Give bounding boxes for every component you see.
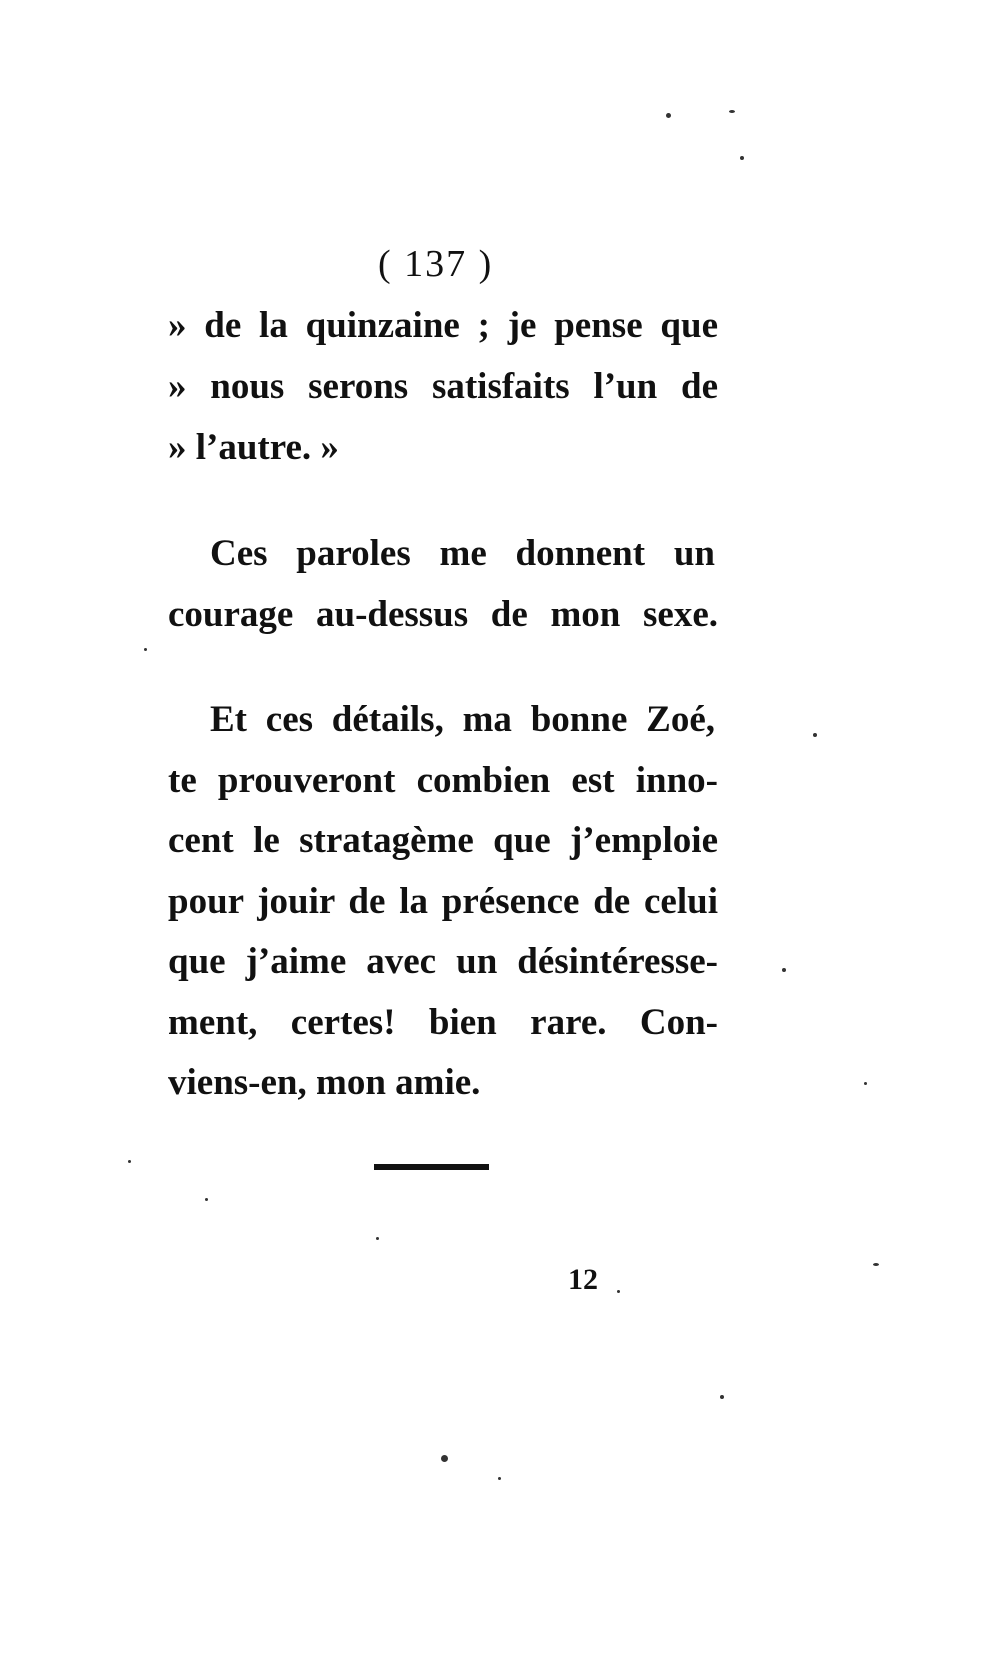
text-line: Ces paroles me donnent un — [210, 533, 715, 574]
text-line: » de la quinzaine ; je pense que — [168, 305, 718, 346]
speck — [144, 648, 147, 651]
text-line: » nous serons satisfaits l’un de — [168, 366, 718, 407]
speck — [205, 1198, 208, 1201]
text-line: pour jouir de la présence de celui — [168, 881, 718, 922]
speck — [376, 1237, 379, 1240]
speck — [740, 156, 744, 160]
text-line: te prouveront combien est inno- — [168, 760, 718, 801]
speck — [864, 1082, 867, 1085]
speck — [873, 1263, 879, 1266]
speck — [666, 113, 671, 118]
speck — [128, 1160, 131, 1163]
text-line: cent le stratagème que j’emploie — [168, 820, 718, 861]
speck — [729, 110, 735, 113]
speck — [813, 733, 817, 737]
speck — [617, 1290, 620, 1293]
speck — [782, 968, 786, 972]
text-line: viens-en, mon amie. — [168, 1062, 481, 1103]
speck — [441, 1455, 448, 1462]
text-line: courage au-dessus de mon sexe. — [168, 594, 718, 635]
section-divider — [374, 1164, 489, 1170]
text-line: Et ces détails, ma bonne Zoé, — [210, 699, 715, 740]
text-line: que j’aime avec un désintéresse- — [168, 941, 718, 982]
page-header: ( 137 ) — [378, 243, 494, 285]
text-line: ment, certes! bien rare. Con- — [168, 1002, 718, 1043]
signature-mark: 12 — [568, 1263, 598, 1296]
speck — [498, 1477, 501, 1480]
text-line: » l’autre. » — [168, 427, 339, 468]
speck — [720, 1395, 724, 1399]
